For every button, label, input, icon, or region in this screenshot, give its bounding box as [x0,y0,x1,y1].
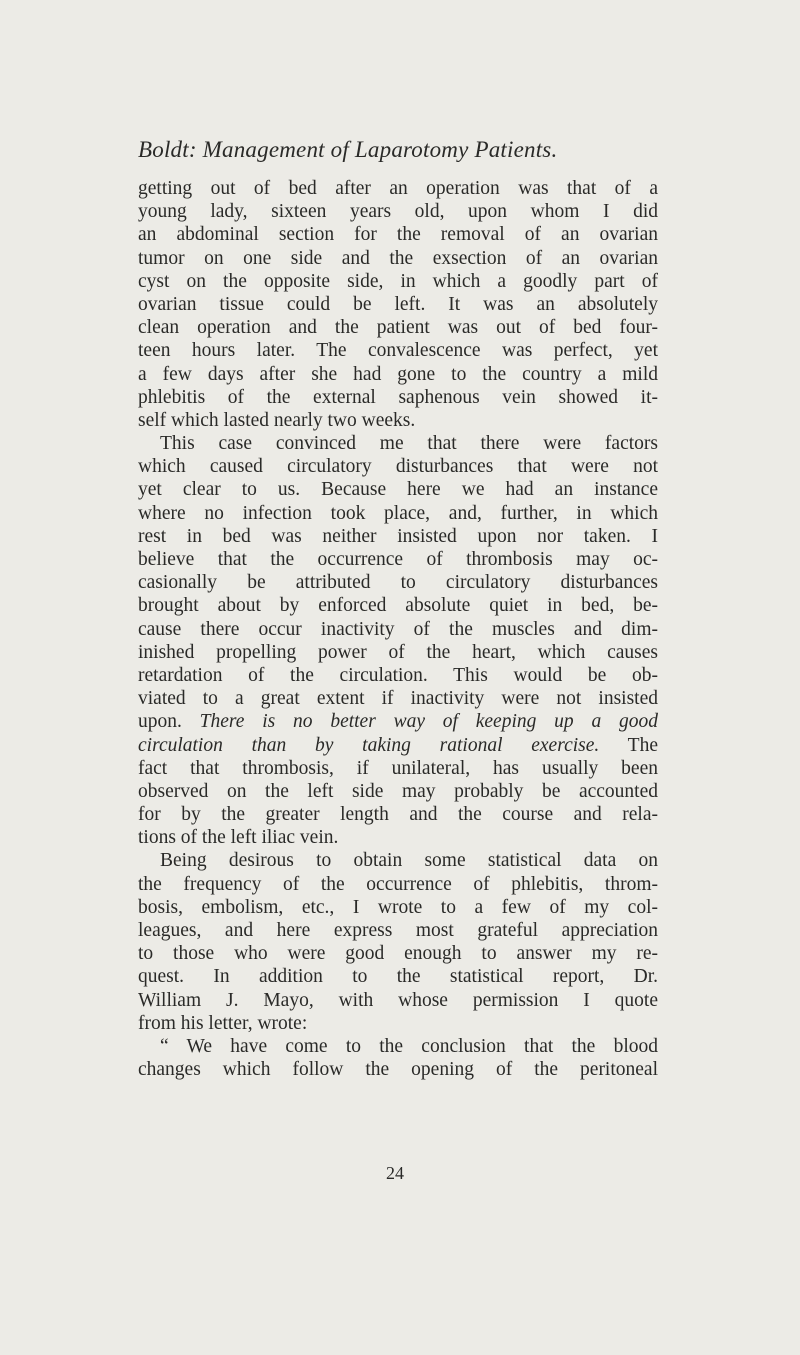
text-line: leagues, and here express most grateful appreciation [138,920,658,941]
text-line: quest. In addition to the statistical report, Dr. [138,966,658,988]
text-line: cyst on the opposite side, in which a goodly part of [138,270,658,292]
text-line: casionally be attributed to circulatory disturbances [138,572,658,594]
text-run: The [627,734,658,756]
text-line: ovarian tissue could be left. It was an absolutely [138,293,658,315]
text-line: rest in bed was neither insisted upon nor taken. I [138,525,658,547]
text-line: believe that the occurrence of thrombosis may oc- [138,549,658,570]
text-line: young lady, sixteen years old, upon whom I did [138,201,658,223]
text-line: getting out of bed after an operation was that of a [138,178,658,199]
text-line: tumor on one side and the exsection of an ovarian [138,247,658,269]
text-line: a few days after she had gone to the country a mild [138,363,658,385]
text-line-mixed [138,734,658,757]
text-line: from his letter, wrote: [138,1012,308,1034]
text-line: Being desirous to obtain some statistical data on [160,850,658,872]
text-line: phlebitis of the external saphenous vein showed it- [138,386,658,408]
text-line: yet clear to us. Because here we had an instance [138,479,658,501]
italic-emphasis: circulation than by taking rational exercise. [138,734,600,756]
text-line: fact that thrombosis, if unilateral, has usually been [138,757,658,779]
text-line: teen hours later. The convalescence was perfect, yet [138,340,658,362]
text-line: William J. Mayo, with whose permission I quote [138,989,658,1011]
text-line: observed on the left side may probably be accounted [138,780,658,802]
text-line: viated to a great extent if inactivity were not insisted [138,688,658,710]
text-line: tions of the left iliac vein. [138,827,339,849]
text-line: changes which follow the opening of the peritoneal [138,1059,658,1081]
text-line: This case convinced me that there were factors [160,433,658,455]
text-line: for by the greater length and the course and rela- [138,804,658,826]
text-line: where no infection took place, and, further, in which [138,502,658,524]
text-line: an abdominal section for the removal of an ovarian [138,224,658,246]
header-title: Management of Laparotomy Patients. [202,137,558,162]
text-line-mixed [138,710,658,733]
header-author: Boldt: [138,137,197,162]
text-line: bosis, embolism, etc., I wrote to a few of my col- [138,896,658,918]
italic-emphasis: There is no better way of keeping up a good [199,711,658,733]
text-line: cause there occur inactivity of the muscles and dim- [138,618,658,640]
text-line: inished propelling power of the heart, which causes [138,641,658,663]
body-text [138,177,658,1081]
text-line: the frequency of the occurrence of phlebitis, throm- [138,873,658,895]
text-line: which caused circulatory disturbances that were not [138,456,658,478]
text-line: retardation of the circulation. This would be ob- [138,664,658,686]
running-header [138,137,557,163]
page-number: 24 [386,1163,404,1183]
text-line: to those who were good enough to answer my re- [138,943,658,965]
text-line: “ We have come to the conclusion that the blood [160,1035,658,1057]
text-run: upon. [138,711,182,733]
text-line: self which lasted nearly two weeks. [138,409,416,431]
text-line: clean operation and the patient was out of bed four- [138,317,658,339]
text-line: brought about by enforced absolute quiet in bed, be- [138,595,658,617]
